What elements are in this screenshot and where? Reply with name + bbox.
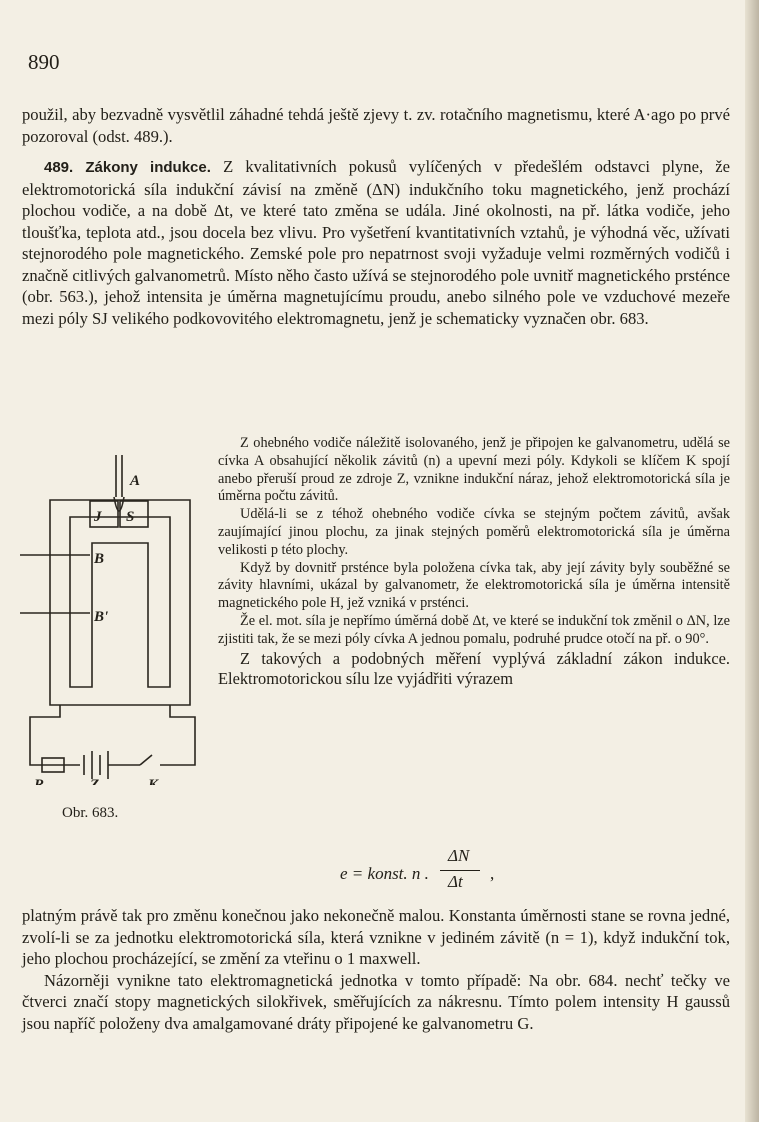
section-489 — [22, 156, 730, 329]
label-B-prime: B' — [94, 609, 109, 625]
label-Z: Z — [90, 777, 100, 785]
intro-paragraph — [22, 104, 730, 147]
magnet-inner — [70, 517, 170, 687]
label-K: K — [148, 777, 159, 785]
formula-denominator: Δt — [448, 872, 463, 891]
induction-formula — [340, 846, 620, 894]
right-paragraph-2: Udělá-li se z téhož ohebného vodiče cívka se stejným počtem závitů, avšak zaujímající jinou plochu, za jinak stejných poměrů elektromotorická síla je úměrna velikosti p této plochy. — [218, 506, 730, 558]
formula-fraction-bar — [440, 870, 480, 871]
page-number: 890 — [28, 50, 60, 74]
electromagnet-diagram — [20, 455, 215, 785]
page-edge-shadow — [745, 0, 759, 1122]
label-B: B — [94, 551, 105, 567]
label-J: J — [94, 509, 102, 525]
label-R: R — [34, 777, 45, 785]
formula-lhs: e = konst. n . — [340, 864, 429, 883]
right-column-text — [218, 435, 730, 690]
bottom-paragraph-2: Názorněji vynikne tato elektromagnetická jednotka v tomto případě: Na obr. 684. nechť tečky ve čtverci značí stopy magnetických silokřivek, směřujících za nákresnu. Tímto polem intensity H gaussů jsou napříč položeny dva amalgamované dráty připojené ke galvanometru G. — [22, 970, 730, 1033]
key-K — [140, 755, 152, 765]
circuit-right — [160, 705, 195, 765]
bottom-text — [22, 905, 730, 1034]
label-A: A — [130, 473, 141, 489]
formula-comma: , — [490, 864, 495, 883]
right-paragraph-3: Když by dovnitř prsténce byla položena cívka tak, aby její závity byly souběžné se závity hlavními, ukázal by galvanometr, že elektromotorická síla je úměrna intensitě magnetického pole H, jež vzniká v prsténci. — [218, 559, 730, 612]
right-paragraph-5: Z takových a podobných měření vyplývá základní zákon indukce. Elektromotorickou sílu lze vyjádřiti výrazem — [218, 648, 730, 689]
section-body: Z kvalitativních pokusů vylíčených v předešlém odstavci plyne, že elektromotorická síla indukční závisí na změně (ΔN) indukčního toku magnetického, jenž prochází plochou vodiče, a na době Δt, ve které tato změna se udála. Jiné okolnosti, na př. látka vodiče, jeho tloušťka, teplota atd., jsou docela bez vlivu. Pro vyšetření kvantitativních vztahů, je výhodná věc, užívati stejnorodého pole magnetického. Zemské pole pro nepatrnost svoji vyžaduje velmi rozměrných vodičů i značně citlivých galvanometrů. Místo něho často užívá se stejnorodého pole uvnitř magnetického prsténce (obr. 563.), jehož intensita je úměrna magnetujícímu proudu, anebo silného pole ve vzduchové mezeře mezi póly SJ velikého podkovovitého elektromagnetu, jenž je schematicky vyznačen obr. 683. — [22, 157, 730, 328]
circuit-left — [30, 705, 80, 765]
label-S: S — [126, 509, 135, 525]
coil-A-loop — [114, 497, 124, 511]
right-paragraph-4: Že el. mot. síla je nepřímo úměrná době Δt, ve které se indukční tok změnil o ΔN, lze zjistiti tak, že se mezi póly cívka A jednou pomalu, podruhé prudce otočí na př. o 90°. — [218, 612, 730, 647]
figure-caption: Obr. 683. — [62, 805, 119, 821]
magnet-outer — [50, 500, 190, 705]
formula-numerator: ΔN — [448, 846, 470, 865]
figure-683 — [20, 455, 215, 785]
right-paragraph-1: Z ohebného vodiče náležitě isolovaného, jenž je připojen ke galvanometru, udělá se cívka A obsahující několik závitů (n) a upevní mezi póly. Kdykoli se klíčem K spojí anebo přeruší proud ze zdroje Z, vznikne indukční náraz, jehož elektromotorická síla je úměrna počtu závitů. — [218, 435, 730, 505]
section-heading: 489. Zákony indukce. — [44, 159, 211, 176]
intro-text: použil, aby bezvadně vysvětlil záhadné tehdá ještě zjevy t. zv. rotačního magnetismu, které A·ago po prvé pozoroval (odst. 489.). — [22, 105, 730, 146]
section-paragraph — [22, 156, 730, 329]
bottom-paragraph-1: platným právě tak pro změnu konečnou jako nekonečně malou. Konstanta úměrnosti stane se rovna jedné, zvolí-li se za jednotku elektromotorická síla, která vznikne v jediném závitě (n = 1), když indukční tok, jeho plochou procházející, se změní za vteřinu o 1 maxwell. — [22, 906, 730, 968]
